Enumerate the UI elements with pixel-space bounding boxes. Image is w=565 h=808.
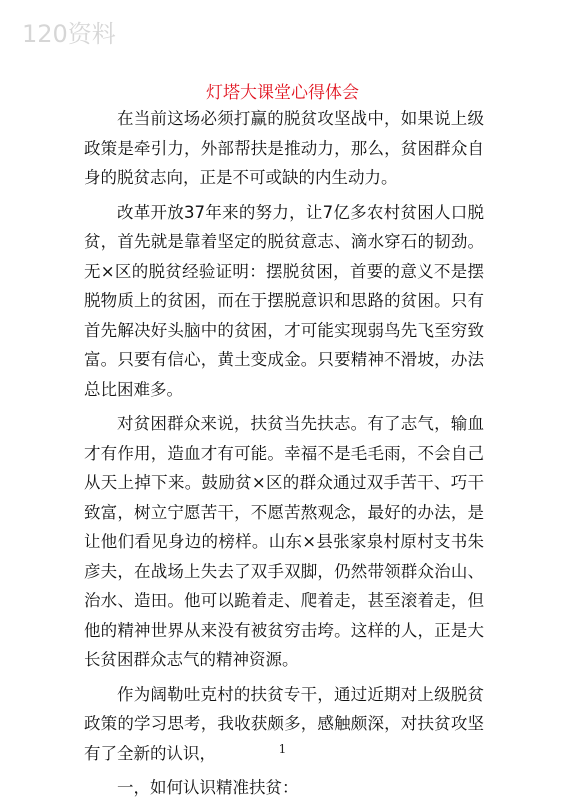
paragraph: 在当前这场必须打赢的脱贫攻坚战中，如果说上级政策是牵引力，外部帮扶是推动力，那么，贫困群众自身的脱贫志向，正是不可或缺的内生动力。 [84,109,484,187]
page-number: 1 [278,742,287,756]
paragraph: 改革开放37年来的努力，让7亿多农村贫困人口脱贫，首先就是靠着坚定的脱贫意志、滴水穿石的韧劲。无×区的脱贫经验证明：摆脱贫困，首要的意义不是摆脱物质上的贫困，而在于摆脱意识和思路的贫困。只有首先解决好头脑中的贫困，才可能实现弱鸟先飞至穷致富。只要有信心，黄土变成金。只要精神不滑坡，办法总比困难多。 [84,202,484,399]
section-heading: 一，如何认识精准扶贫： [117,778,299,797]
paragraph: 作为阔勒吐克村的扶贫专干，通过近期对上级脱贫政策的学习思考，我收获颇多，感触颇深，对扶贫攻坚有了全新的认识， [84,684,484,763]
paragraph: 对贫困群众来说，扶贫当先扶志。有了志气，输血才有作用，造血才有可能。幸福不是毛毛雨，不会自己从天上掉下来。鼓励贫×区的群众通过双手苦干、巧干致富，树立宁愿苦干，不愿苦熬观念，最好的办法，是让他们看见身边的榜样。山东×县张家泉村原村支书朱彦夫，在战场上失去了双手双脚，仍然带领群众治山、治水、造田。他可以跪着走、爬着走，甚至滚着走，但他的精神世界从来没有被贫穷击垮。这样的人，正是大长贫困群众志气的精神资源。 [84,414,484,669]
document-title: 灯塔大课堂心得体会 [206,83,359,103]
document-body [84,104,484,808]
watermark-text: 120资料 [22,20,116,48]
